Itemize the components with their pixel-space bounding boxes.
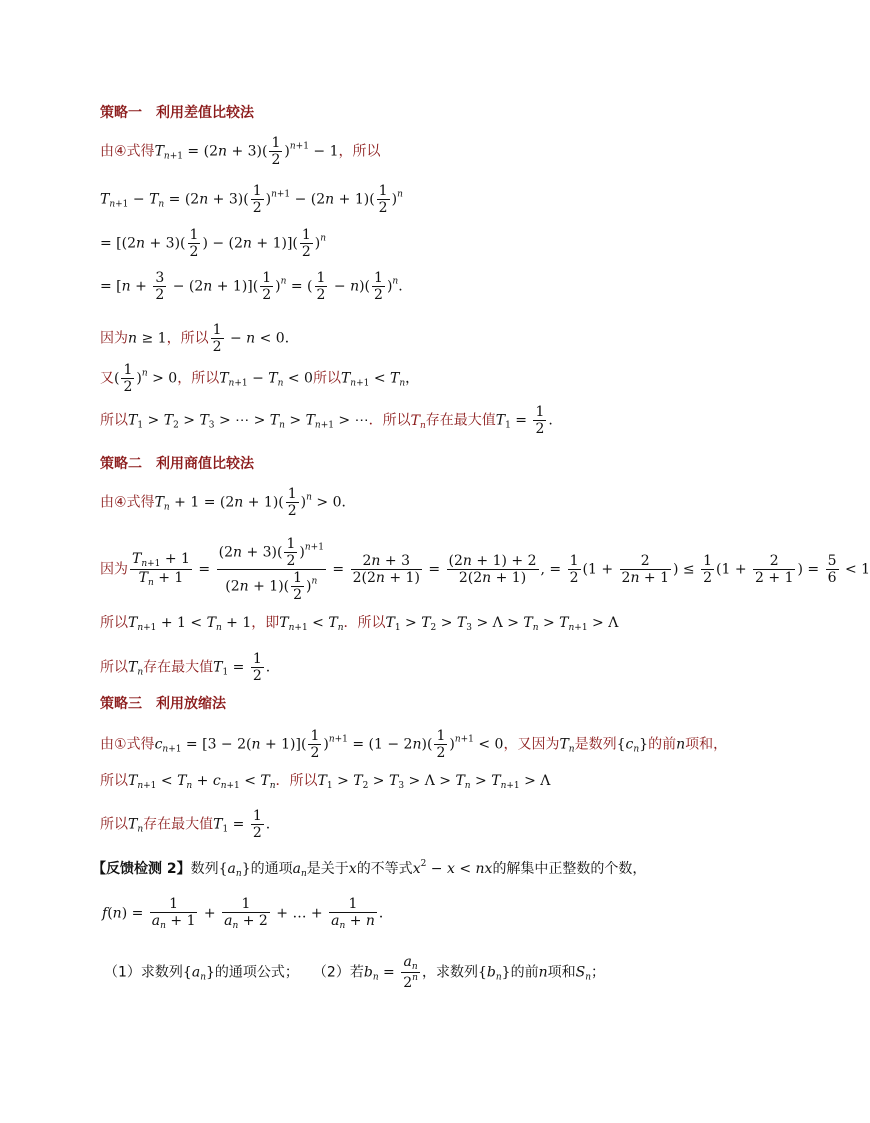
feedback-line-1: 【反馈检测 2】数列$\{a_n\}$的通项$a_n$是关于x的不等式$x^2 - x$ < nx的解集中正整数的个数， bbox=[92, 859, 647, 879]
s1-conc-1: 因为n ≥ 1，所以 $\frac{1}{2}$ − n < 0． bbox=[100, 322, 299, 356]
s1-conc-3: 所以$T_1 > T_2 > T_3$ > ⋯ > $T_n > T_{n+1}$ > ⋯．所以$T_n$存在最大值$T_1$ = $\frac{1}{2}$ . bbox=[100, 404, 553, 438]
s2-line-1: 由④式得$T_n + 1 = (2n + 1)$( $\frac{1}{2}$ )$^n$ > 0． bbox=[100, 486, 356, 520]
s3-line-1: 由①式得$c_{n+1} = [3 - 2(n + 1)]$( $\frac{1}{2}$ )$^{n+1}$ = (1 − 2n)( $\frac{1}{2}$ )$^{n+1}$ < 0，又因为$T_n$是数列$\{c_n\}$的前n项和， bbox=[100, 728, 728, 762]
s1-line-1: 由④式得$T_{n+1} = (2n + 3)$( $\frac{1}{2}$ )$^{n+1}$ − 1，所以 bbox=[100, 135, 381, 169]
s1-eq-2: = [(2n + 3)( $\frac{1}{2}$ ) − (2n + 1)]( $\frac{1}{2}$ )$^n$ bbox=[100, 227, 327, 261]
strategy-1-heading: 策略一 利用差值比较法 bbox=[100, 105, 254, 121]
s3-line-3: 所以$T_n$存在最大值$T_1$ = $\frac{1}{2}$ . bbox=[100, 808, 271, 842]
feedback-function: f(n) = $\frac{1}{a_n + 1}$ + $\frac{1}{a_n + 2}$ + … + $\frac{1}{a_n + n}$ ． bbox=[102, 896, 393, 932]
s2-line-3: 所以$T_{n+1} + 1 < T_n + 1$，即$T_{n+1} < T_n$．所以$T_1 > T_2 > T_3 > \Lambda > T_n > T_{n+1} > \Lambda$ bbox=[100, 615, 619, 633]
s3-line-2: 所以$T_{n+1} < T_n + c_{n+1} < T_n$．所以$T_1 > T_2 > T_3 > \Lambda > T_n > T_{n+1} > \Lambda$ bbox=[100, 773, 551, 791]
s1-conc-2: 又( $\frac{1}{2}$ )$^n$ > 0，所以$T_{n+1} - T_n < 0$所以$T_{n+1} < T_n$， bbox=[100, 362, 420, 396]
s2-line-4: 所以$T_n$存在最大值$T_1$ = $\frac{1}{2}$ . bbox=[100, 651, 271, 685]
feedback-questions: （1）求数列$\{a_n\}$的通项公式； （2）若$b_n$ = $\frac{a_n}{2^n}$ ，求数列$\{b_n\}$的前n项和$S_n$； bbox=[104, 954, 605, 992]
s2-line-2: 因为 $\frac{T_{n+1} + 1}{T_n + 1}$ = (2n + 3)( $\frac{1}{2}$ )$^{n+1}$ (2n + 1)( $\frac{1}{2}$ )$^n$ = $\frac{2n + 3}{2(2n + 1)}$ = $\frac{(2n + 1) + 2}{2(2n + 1)}$ , = $\frac{1}{2}$ (1 + $\frac{2}{2n + 1}$ ) ≤ $\frac{1}{2}$ (1 + $\frac{2}{2 + 1}$ ) = $\frac{5}{6}$ < 1 bbox=[100, 536, 870, 604]
strategy-2-heading: 策略二 利用商值比较法 bbox=[100, 456, 254, 472]
strategy-3-heading: 策略三 利用放缩法 bbox=[100, 696, 226, 712]
s1-eq-3: = [n + $\frac{3}{2}$ − (2n + 1)]( $\frac{1}{2}$ )$^n$ = ( $\frac{1}{2}$ − n)( $\frac{1}{2}$ )$^n$. bbox=[100, 270, 403, 304]
s1-eq-1: $T_{n+1} - T_n = (2n + 3)$( $\frac{1}{2}$ )$^{n+1}$ − (2n + 1)( $\frac{1}{2}$ )$^n$ bbox=[100, 183, 403, 217]
